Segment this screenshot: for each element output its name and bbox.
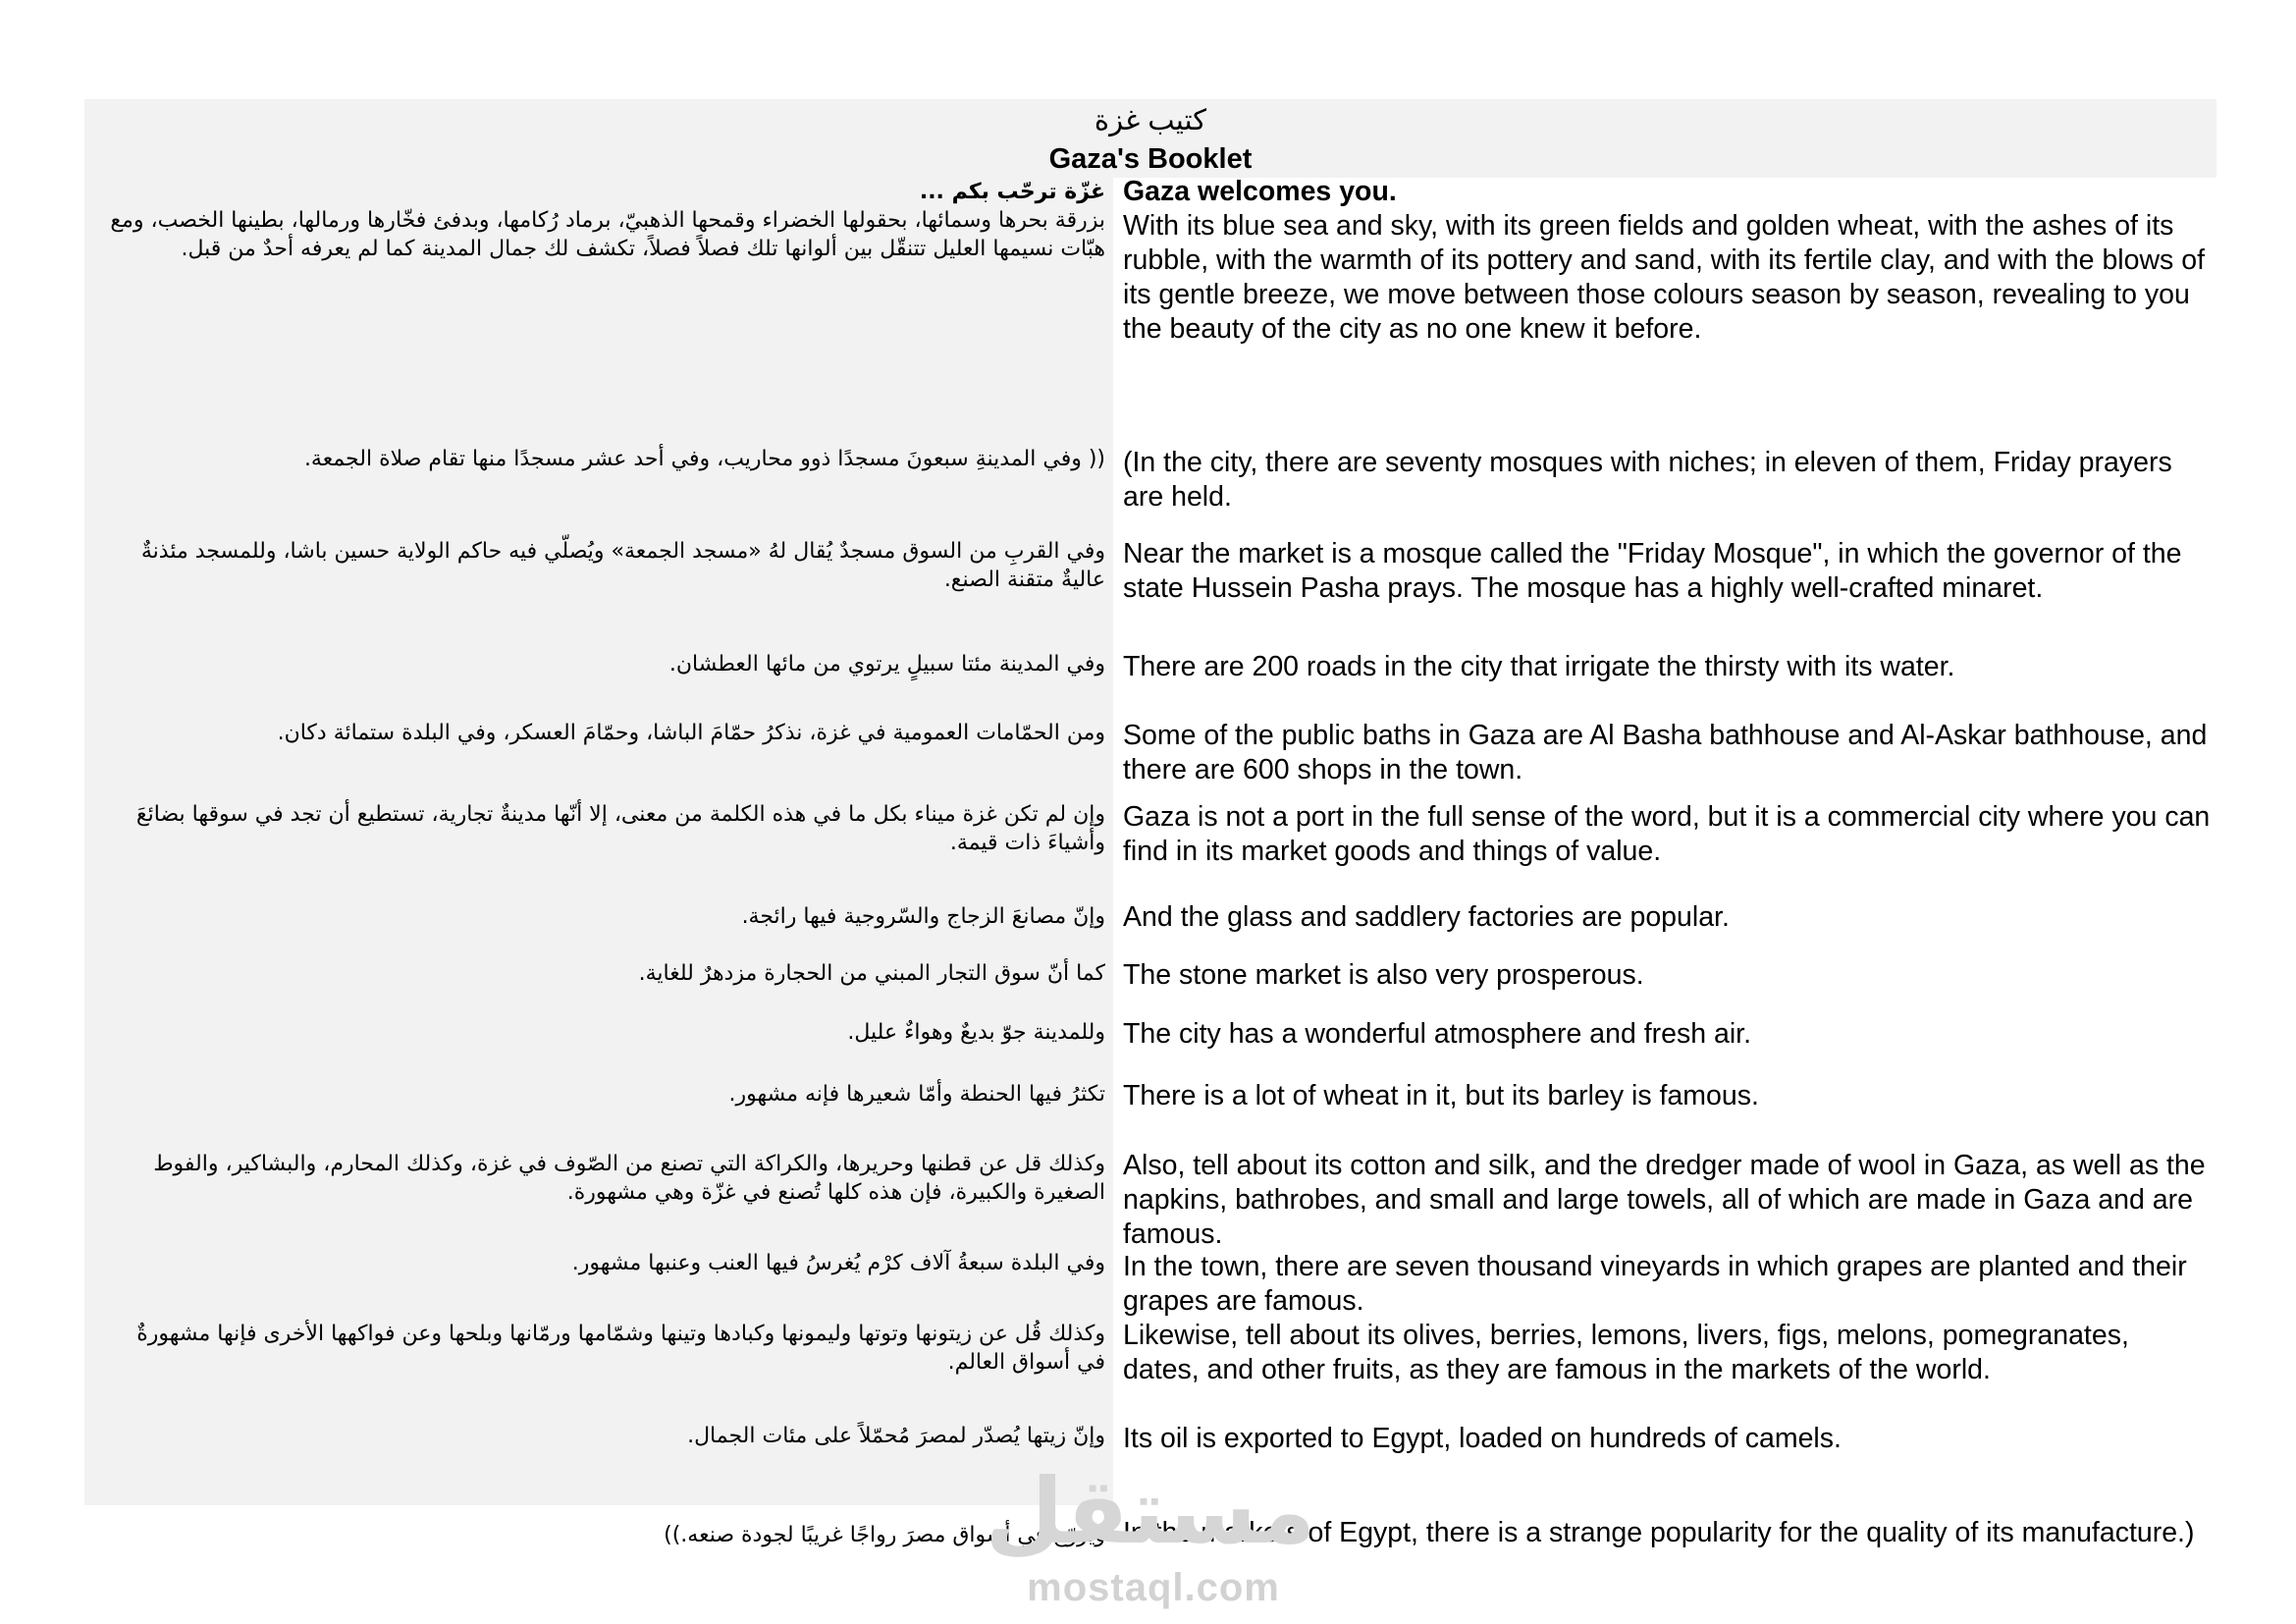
arabic-heading: غزّة ترحّب بكم ... [919, 180, 1105, 204]
title-english: Gaza's Booklet [1048, 143, 1253, 175]
table-row-arabic: وإن لم تكن غزة ميناء بكل ما في هذه الكلمة من معنى، إلا أنّها مدينةٌ تجارية، تستطيع أن تجد في سوقها بضائعَ وأشياءَ ذات قيمة. [135, 802, 1105, 855]
table-row-arabic: وفي البلدة سبعةُ آلاف كرْم يُغرسُ فيها العنب وعنبها مشهور. [571, 1251, 1105, 1275]
table-row-english: (In the city, there are seventy mosques with niches; in eleven of them, Friday prayers are held. [1123, 447, 2172, 513]
watermark-url: mostaql.com [1027, 1566, 1280, 1609]
table-row-english: The stone market is also very prosperous. [1123, 959, 1644, 991]
title-arabic: كتيب غزة [1094, 105, 1207, 136]
table-row-english: There is a lot of wheat in it, but its barley is famous. [1123, 1080, 1759, 1111]
table-row-english: Likewise, tell about its olives, berries, lemons, livers, figs, melons, pomegranates, dates, and other fruits, as they are famous in the markets of the world. [1123, 1320, 2129, 1385]
table-row-english: And the glass and saddlery factories are popular. [1123, 901, 1730, 933]
table-row-english: In the town, there are seven thousand vineyards in which grapes are planted and their grapes are famous. [1123, 1251, 2187, 1317]
table-row-arabic: (( وفي المدينةِ سبعونَ مسجدًا ذوو محاريب، وفي أحد عشر مسجدًا منها تقام صلاة الجمعة. [303, 447, 1105, 471]
table-row-arabic: ويُروّج في أسواق مصرَ رواجًا غريبًا لجودة صنعه.)) [664, 1523, 1105, 1547]
table-row-arabic: وكذلك قل عن قطنها وحريرها، والكراكة التي تصنع من الصّوف في غزة، وكذلك المحارم، والبشاكير، والفوط الصغيرة والكبيرة، فإن هذه كلها تُصنع في غزّة وهي مشهورة. [153, 1152, 1105, 1205]
table-row-arabic: كما أنّ سوق التجار المبني من الحجارة مزدهرٌ للغاية. [638, 961, 1105, 986]
table-row-english: Its oil is exported to Egypt, loaded on hundreds of camels. [1123, 1423, 1842, 1454]
watermark-logo-arabic: مستقل [985, 1459, 1315, 1564]
table-row-english: Gaza is not a port in the full sense of the word, but it is a commercial city where you can find in its market goods and things of value. [1123, 801, 2211, 867]
table-row-arabic: تكثرُ فيها الحنطة وأمّا شعيرها فإنه مشهور. [728, 1082, 1105, 1107]
arabic-text: بزرقة بحرها وسمائها، بحقولها الخضراء وقمحها الذهبيّ، برماد رُكامها، وبدفئ فخّارها ورمالها، بطينها الخصب، ومع هبّات نسيمها العليل تتنقّل بين ألوانها تلك فصلاً فصلاً، تكشف لك جمال المدينة كما لم يعرفه أحدٌ من قبل. [110, 208, 1105, 261]
table-row-arabic: وكذلك قُل عن زيتونها وتوتها وليمونها وكبادها وتينها وشمّامها ورمّانها وبلحها وعن فواكهها الأخرى فإنها مشهورةٌ في أسواق العالم. [136, 1322, 1105, 1375]
english-heading: Gaza welcomes you. [1123, 176, 1397, 207]
table-row-english: Also, tell about its cotton and silk, and the dredger made of wool in Gaza, as well as the napkins, bathrobes, and small and large towels, all of which are made in Gaza and are famous. [1123, 1150, 2206, 1250]
table-row-english: Some of the public baths in Gaza are Al Basha bathhouse and Al-Askar bathhouse, and there are 600 shops in the town. [1123, 720, 2208, 785]
table-row-arabic: وفي القربِ من السوق مسجدٌ يُقال لهُ «مسجد الجمعة» ويُصلّي فيه حاكم الولاية حسين باشا، وللمسجد مئذنةٌ عاليةٌ متقنة الصنع. [140, 539, 1105, 592]
table-row-arabic: وإنّ مصانعَ الزجاج والسّروجية فيها رائجة. [741, 904, 1105, 929]
table-row-english: In the markets of Egypt, there is a strange popularity for the quality of its manufacture.) [1123, 1517, 2195, 1548]
table-row-arabic [104, 178, 1105, 263]
english-text: With its blue sea and sky, with its green fields and golden wheat, with the ashes of its rubble, with the warmth of its pottery and sand, with its fertile clay, and with the blows of its gentle breeze, we move between those colours season by season, revealing to you the beauty of the city as no one knew it before. [1123, 210, 2205, 345]
table-row-english [1123, 175, 2213, 347]
table-row-english: There are 200 roads in the city that irrigate the thirsty with its water. [1123, 651, 1955, 682]
table-row-arabic: ومن الحمّامات العمومية في غزة، نذكرُ حمّامَ الباشا، وحمّامَ العسكر، وفي البلدة ستمائة دكان. [277, 721, 1105, 745]
table-row-english: Near the market is a mosque called the "Friday Mosque", in which the governor of the state Hussein Pasha prays. The mosque has a highly well-crafted minaret. [1123, 538, 2182, 604]
mostaql-watermark [985, 1458, 1315, 1609]
document-header [84, 99, 2216, 178]
table-row-english: The city has a wonderful atmosphere and fresh air. [1123, 1018, 1752, 1050]
table-row-arabic: وفي المدينة مئتا سبيلٍ يرتوي من مائها العطشان. [668, 652, 1105, 677]
table-row-arabic: وللمدينة جوّ بديعٌ وهواءٌ عليل. [847, 1020, 1105, 1045]
table-row-arabic: وإنّ زيتها يُصدّر لمصرَ مُحمّلاً على مئات الجمال. [687, 1424, 1105, 1448]
